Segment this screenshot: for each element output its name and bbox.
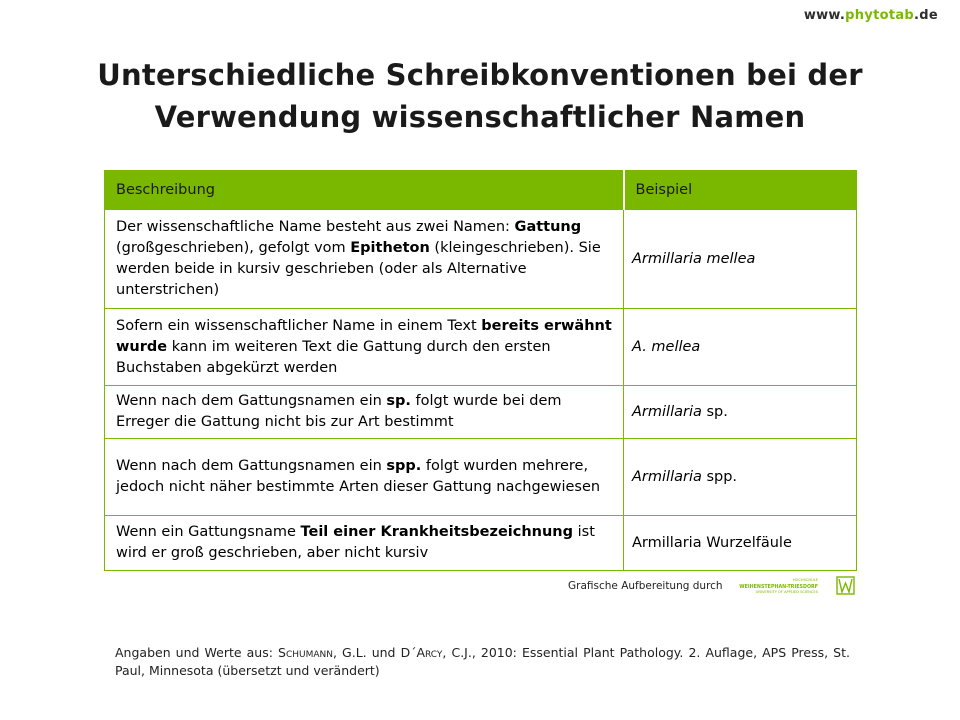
example-cell	[624, 210, 857, 309]
design-credit: Grafische Aufbereitung durch	[568, 580, 723, 592]
table-row	[105, 210, 857, 309]
logo-line2: WEIHENSTEPHAN-TRIESDORF	[739, 585, 818, 590]
example-cell	[624, 386, 857, 439]
source-prefix: Angaben und Werte aus:	[115, 645, 279, 660]
description-text: (großgeschrieben), gefolgt vom	[116, 240, 351, 256]
description-bold: bereits erwähnt wurde	[116, 317, 612, 355]
description-bold: Gattung	[514, 219, 582, 235]
table-header-row	[105, 171, 857, 210]
example-cell	[624, 516, 857, 571]
source-citation	[115, 644, 850, 680]
table-row	[105, 516, 857, 571]
example-plain: Armillaria Wurzelfäule	[632, 534, 792, 551]
description-bold: Epitheton	[350, 240, 430, 256]
table-row	[105, 309, 857, 386]
description-text: Wenn nach dem Gattungsnamen ein	[116, 393, 387, 409]
description-text: Der wissenschaftliche Name besteht aus zwei Namen:	[116, 219, 515, 235]
logo-line3: UNIVERSITY OF APPLIED SCIENCES	[755, 590, 818, 594]
site-url	[804, 8, 938, 23]
site-url-prefix: www.	[803, 8, 846, 23]
description-text: kann im weiteren Text die Gattung durch den ersten Buchstaben abgekürzt werden	[116, 338, 551, 376]
description-text: (kleingeschrieben). Sie werden beide in kursiv geschrieben (oder als Alternative unterstrichen)	[116, 240, 601, 298]
description-cell	[105, 439, 624, 516]
example-cell	[624, 309, 857, 386]
description-text: ist wird er groß geschrieben, aber nicht kursiv	[116, 524, 595, 561]
header-example: Beispiel	[624, 171, 857, 210]
source-author: D´Arcy	[400, 645, 443, 660]
page-title-line2: Verwendung wissenschaftlicher Namen	[154, 100, 806, 134]
example-italic: Armillaria	[632, 468, 702, 485]
source-author: Schumann	[278, 645, 333, 660]
conventions-table	[104, 170, 857, 571]
description-text: Wenn nach dem Gattungsnamen ein	[116, 458, 387, 474]
example-plain: spp.	[701, 468, 738, 485]
page-title-line1: Unterschiedliche Schreibkonventionen bei der	[97, 58, 863, 92]
page-title	[0, 54, 960, 138]
example-italic: Armillaria mellea	[632, 250, 756, 267]
description-cell	[105, 309, 624, 386]
description-bold: Teil einer Krankheitsbezeichnung	[300, 524, 574, 540]
description-text: folgt wurde bei dem Erreger die Gattung nicht bis zur Art bestimmt	[116, 393, 562, 430]
table-row	[105, 439, 857, 516]
example-plain: sp.	[701, 403, 728, 420]
site-url-name: phytotab	[845, 8, 915, 23]
description-bold: spp.	[386, 458, 422, 474]
description-text: Wenn ein Gattungsname	[116, 524, 301, 540]
description-cell	[105, 516, 624, 571]
table-row	[105, 386, 857, 439]
example-italic: A. mellea	[632, 338, 701, 355]
description-text: Sofern ein wissenschaftlicher Name in einem Text	[116, 317, 482, 334]
example-italic: Armillaria	[632, 403, 702, 420]
source-text: , C.J., 2010: Essential Plant Pathology. 2. Auflage, APS Press, St. Paul, Minnesota (übersetzt und verändert)	[115, 645, 850, 678]
description-cell	[105, 386, 624, 439]
source-text: , G.L. und	[333, 645, 401, 660]
description-cell	[105, 210, 624, 309]
logo-mark	[837, 577, 854, 594]
logo-line1: HOCHSCHULE	[792, 578, 818, 582]
header-description: Beschreibung	[105, 171, 624, 210]
description-text: folgt wurden mehrere, jedoch nicht näher bestimmte Arten dieser Gattung nachgewiesen	[116, 458, 601, 495]
example-cell	[624, 439, 857, 516]
hochschule-logo	[738, 576, 856, 596]
description-bold: sp.	[386, 393, 411, 409]
site-url-suffix: .de	[914, 8, 938, 23]
